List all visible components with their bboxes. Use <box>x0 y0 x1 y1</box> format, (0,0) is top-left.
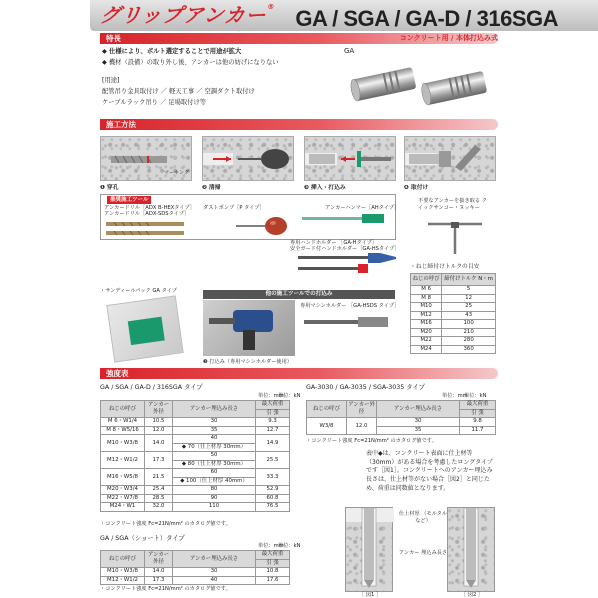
table-row: 35 11.7 <box>307 426 496 435</box>
table-row: M24 360 <box>411 345 496 354</box>
table-row: M22 280 <box>411 337 496 346</box>
strength-table-3: ねじの呼び アンカー外径 アンカー埋込み長さ 最大荷重 引 張 W3/8 12.0 30 9.8 35 11.7 <box>306 400 496 435</box>
step1-label: ❶ 穿孔 <box>100 185 119 191</box>
table3-unit-mm: 単位：mm <box>442 393 468 399</box>
table-row: M10・W3/8 14.0 30 10.8 <box>101 568 290 577</box>
torque-col-size: ねじの呼び <box>411 274 442 286</box>
table2-note: ・コンクリート強度 Fc=21N/mm² のカタログ値です。 <box>100 586 231 592</box>
features-subtitle: コンクリート用 / 本体打込み式 <box>399 34 498 42</box>
hammer-label: アンカーハンマー［AHタイプ］ <box>325 205 400 211</box>
machine-holder-image <box>300 312 396 332</box>
table-row: M 8・W5/16 12.0 35 12.7 <box>101 426 290 435</box>
table-row: M 6・W1/4 10.5 30 9.3 <box>101 418 290 427</box>
tool-tag: 推奨施工ツール <box>107 196 151 204</box>
figure-2 <box>447 507 495 592</box>
step4-label: ❹ 取付け <box>404 185 429 191</box>
section-strength: 強度表 <box>100 368 498 379</box>
table3-unit-kn: 単位：kN <box>464 393 487 399</box>
table-row: M10 25 <box>411 303 496 312</box>
section-features: 特長 <box>100 33 498 44</box>
table-row: M16・W5/8 21.5 60 33.3 <box>101 469 290 478</box>
fig1-caption: ［ 図1 ］ <box>359 592 382 598</box>
sandy-pack-label: ・サンディールパック GA タイプ <box>100 288 177 294</box>
table-row: M22・W7/8 28.5 90 60.8 <box>101 494 290 503</box>
sandy-pack-image <box>106 295 183 362</box>
table3-note: ・コンクリート強度 Fc=21N/mm² のカタログ値です。 <box>306 438 437 444</box>
ga-label: GA <box>344 47 355 55</box>
step2-image <box>202 136 294 181</box>
table-row: M 8 12 <box>411 294 496 303</box>
usage-title: [用途] <box>102 77 120 84</box>
feature-bullet-2: ◆ 機材（設備）の取り外し後、アンカーは他の妨げになりない <box>102 59 279 66</box>
table1-unit-mm: 単位：mm <box>258 393 284 399</box>
table2-title: GA / SGA（ショート）タイプ <box>100 535 185 542</box>
anchor-product-image <box>345 55 495 115</box>
drill-bits-image <box>106 219 186 239</box>
torque-title: ・ねじ締付けトルクの目安 <box>410 264 480 270</box>
table1-note: ・コンクリート強度 Fc=21N/mm² のカタログ値です。 <box>100 521 231 527</box>
step3-image <box>304 136 396 181</box>
usage-line-1: 配管吊り金具取付け ／ 軽天工事 ／ 空調ダクト取付け <box>102 88 255 95</box>
table1-unit-kn: 単位：kN <box>278 393 301 399</box>
table3-title: GA-3030 / GA-3035 / SGA-3035 タイプ <box>306 384 425 391</box>
holder1-label: 専用ハンドホルダー ［GA-Hタイプ］ <box>290 240 378 246</box>
figure-1 <box>345 507 393 592</box>
drill1-label: アンカードリル［ADX B-HEXタイプ］ <box>104 205 195 211</box>
table2-unit-mm: 単位：mm <box>258 543 284 549</box>
table-row: M16 100 <box>411 320 496 329</box>
torque-col-value: 締付けトルク N・m <box>442 274 496 286</box>
step4-note: 不要なアンカーを抜き取る クイックサンコー・ヌッキー <box>418 198 487 211</box>
hand-holder-image <box>292 252 404 276</box>
step4-image <box>404 136 496 181</box>
extractor-tool-image <box>420 216 490 258</box>
table-row: ◆ 70（仕上材厚 30mm） <box>101 443 290 452</box>
table-row: M24・W1 32.0 110 76.5 <box>101 503 290 512</box>
model-title: GA / SGA / GA-D / 316SGA <box>295 6 558 31</box>
dust-pump-image <box>232 210 288 238</box>
step2-label: ❷ 清掃 <box>202 185 221 191</box>
table-row: M12・W1/2 17.3 50 25.5 <box>101 452 290 461</box>
other-tools-bar: 他の施工ツールでの打込み <box>203 290 395 299</box>
table-row: M20 210 <box>411 328 496 337</box>
machine-photo <box>203 300 295 356</box>
table-row: W3/8 12.0 30 9.8 <box>307 418 496 427</box>
drill2-label: アンカードリル［ADX-SDSタイプ］ <box>104 211 190 217</box>
fig-label-finish: 仕上材厚 （モルタルなど） <box>398 511 448 524</box>
table-row: M12・W1/2 17.3 40 17.6 <box>101 576 290 585</box>
torque-table <box>410 273 496 354</box>
step3b-label: ❸ 打込み（専用マシンホルダー使用） <box>203 359 292 365</box>
hammer-image <box>300 213 394 225</box>
section-method: 施工方法 <box>100 119 498 130</box>
long-type-description: 表中◆は、コンクリート表面に仕上材等（30mm）がある場合を考慮したロングタイプです［図1］。コンクリートへのアンカー埋込み長さは、仕上材等がない場合［図2］と同じため、荷重は同数値となります。 <box>366 450 493 492</box>
table-row: M12 43 <box>411 311 496 320</box>
feature-bullet-1: ◆ 仕様により、ボルト選定することで用途が拡大 <box>102 48 242 55</box>
usage-line-2: ケーブルラック吊り ／ 足場取付け等 <box>102 99 207 106</box>
table-row: ◆ 100（仕上材厚 40mm） <box>101 477 290 486</box>
brand-logo: グリップアンカー® <box>98 2 276 27</box>
table-row: M10・W3/8 14.0 40 14.9 <box>101 435 290 444</box>
table1-title: GA / SGA / GA-D / 316SGA タイプ <box>100 384 203 391</box>
fig-label-depth: アンカー 埋込み長さ <box>398 550 448 556</box>
table-row: M20・W3/4 25.4 80 52.9 <box>101 486 290 495</box>
marking-label: マーキング <box>164 170 189 176</box>
table2-unit-kn: 単位：kN <box>278 543 301 549</box>
strength-table-2: ねじの呼び アンカー外径 アンカー埋込み長さ 最大荷重 引 張 M10・W3/8 14.0 30 10.8 M12・W1/2 17.3 40 17.6 <box>100 550 290 585</box>
step3-label: ❸ 挿入・打込み <box>304 185 346 191</box>
strength-table-1: ねじの呼び アンカー外径 アンカー埋込み長さ 最大荷重 引 張 M 6・W1/4 10.5 30 9.3 M 8・W5/16 12.0 35 12.7 M10・W3/8 14.0 40 14.9 ◆ 70（仕上材厚 30mm） M12・W1/2 17.3 50 25.5 ◆ 80（仕上材厚 30mm） M16・W5/8 21.5 60 33.3 ◆ 100（仕上材厚 40mm） M20・W3/4 25.4 80 52.9 M22・W7/8 28.5 90 60.8 M24・W1 32.0 110 76.5 <box>100 400 290 512</box>
pump-label: ダストポンプ［P タイプ］ <box>203 205 265 211</box>
table-row: M 6 5 <box>411 286 496 295</box>
machine-holder-label: 専用マシンホルダー ［GA-HSDS タイプ］ <box>300 303 400 309</box>
holder2-label: 安全ガード付ハンドホルダー［GA-HSタイプ］ <box>290 246 400 252</box>
fig2-caption: ［ 図2 ］ <box>461 592 484 598</box>
table-row: ◆ 80（仕上材厚 30mm） <box>101 460 290 469</box>
